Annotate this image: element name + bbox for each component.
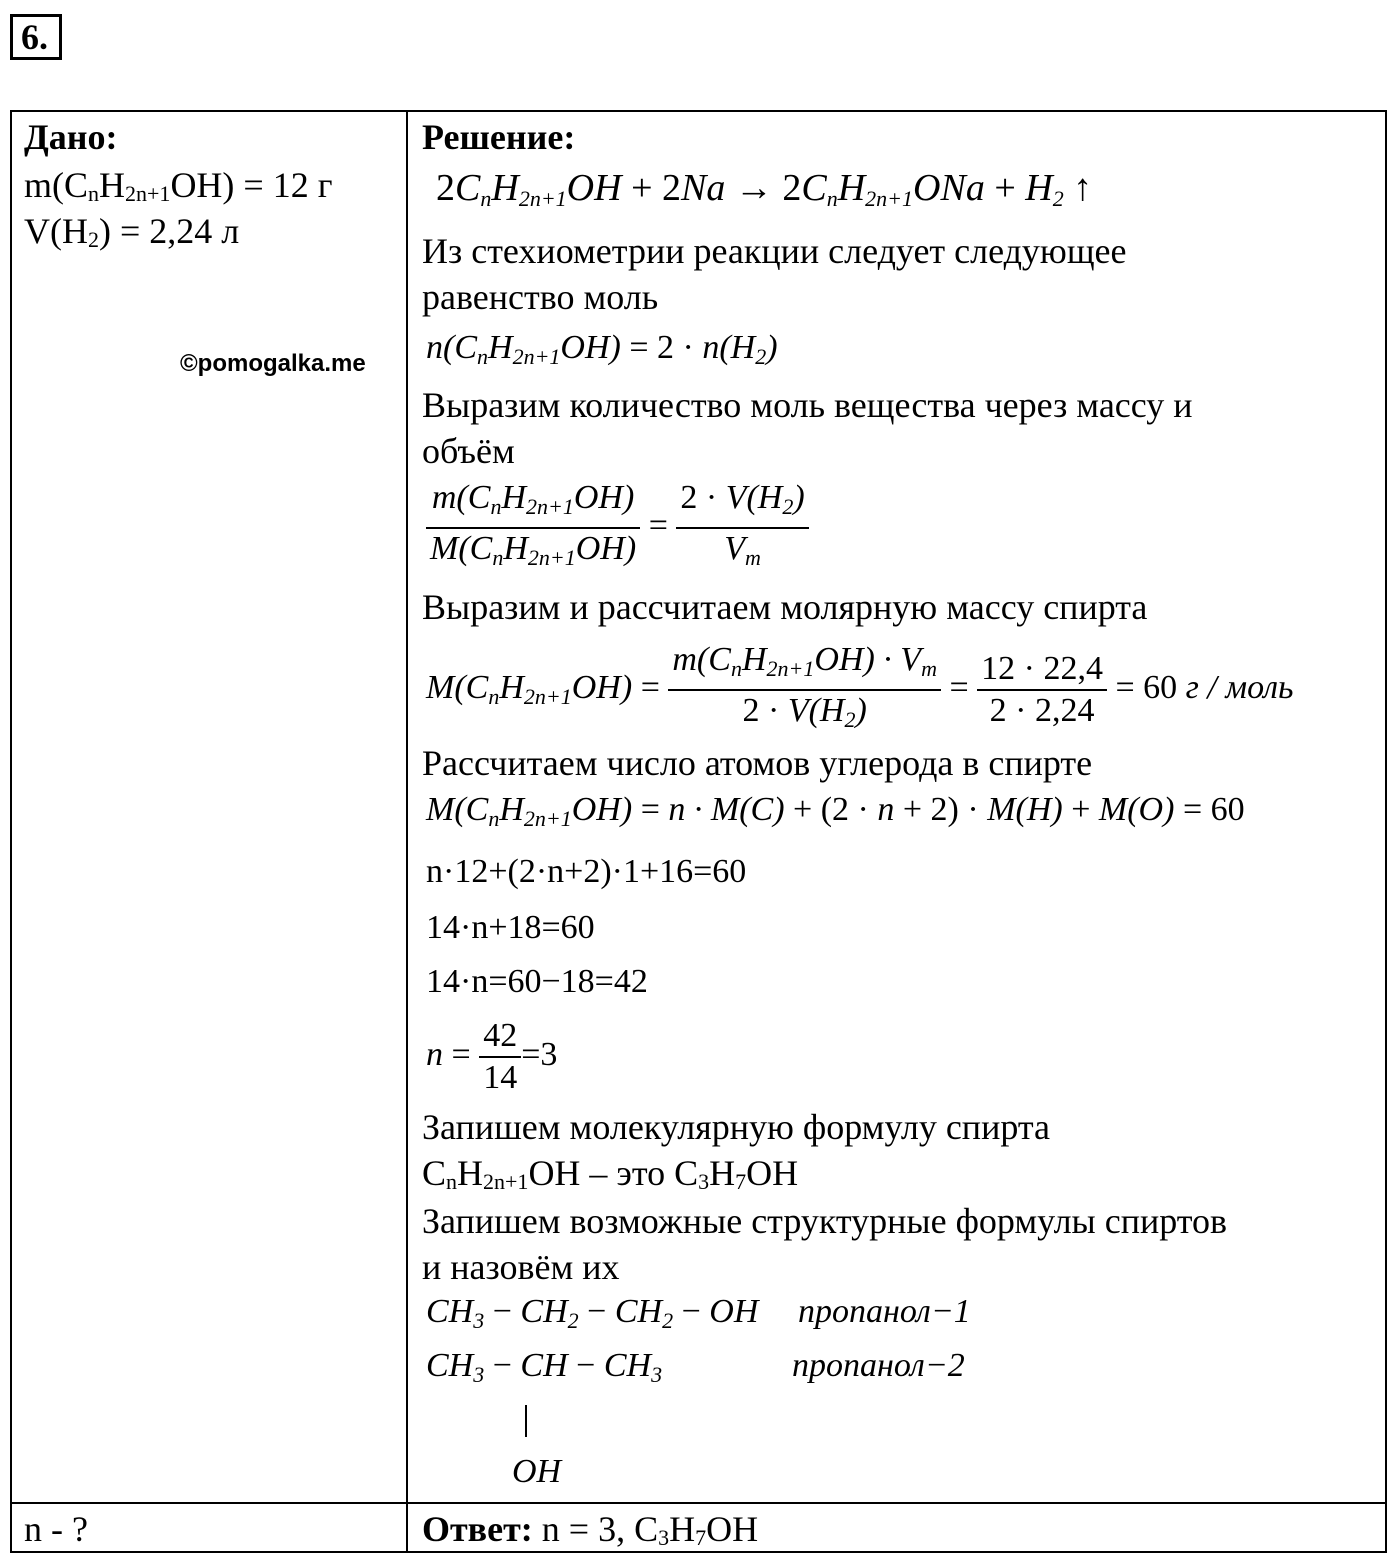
reaction-equation: $2C_nH_{2n+1}OH + 2Na \to 2C_nH_{2n+1}ONa + H_2$ ↑ bbox=[436, 167, 1093, 211]
text-structural: Запишем возможные структурные формулы спиртов bbox=[422, 1201, 1228, 1241]
calc-line-3: 14·n=60−18=42 bbox=[426, 963, 648, 1000]
isomer-2-name: пропанол−2 bbox=[792, 1347, 965, 1384]
carbon-equation: $M(C_nH_{2n+1}OH) = n \cdot M(C) + (2 \cdot n + 2) \cdot M(H) + M(O) = 60$ bbox=[426, 791, 1245, 831]
watermark: ©pomogalka.me bbox=[180, 350, 366, 377]
solution-heading: Решение: bbox=[422, 117, 576, 157]
text-carbon-count: Рассчитаем число атомов углерода в спирте bbox=[422, 743, 1093, 783]
given-heading: Дано: bbox=[24, 117, 118, 157]
given-mass: $m(C_nH_{2n+1}OH) = 12$ г bbox=[24, 165, 333, 206]
column-divider bbox=[406, 112, 408, 1551]
problem-number: 6. bbox=[10, 14, 62, 60]
calc-fraction: n = $\frac{42}{14}$ =3 bbox=[426, 1017, 558, 1096]
given-volume: $V(H_2) = 2,24$ л bbox=[24, 211, 240, 252]
molar-mass-equation: $M(C_nH_{2n+1}OH)$ = $\frac{m(C_nH_{2n+1}OH) \cdot V_m}{2 \cdot V(H_2)}$ = $\frac{12 \cdot 22,4}{2 \cdot 2,24}$ = 60 г / моль bbox=[426, 641, 1294, 732]
isomer-2-formula: $CH_3$ − CH − $CH_3$ bbox=[426, 1347, 663, 1387]
text-mole-equality: равенство моль bbox=[422, 277, 659, 317]
find-value: n - ? bbox=[24, 1509, 88, 1549]
text-stoichiometry: Из стехиометрии реакции следует следующее bbox=[422, 231, 1127, 271]
text-express-mole: Выразим количество моль вещества через массу и bbox=[422, 385, 1193, 425]
text-volume: объём bbox=[422, 431, 515, 471]
ratio-equation: $\frac{m(C_nH_{2n+1}OH)}{M(C_nH_{2n+1}OH)}$ = $\frac{2 \cdot V(H_2)}{V_m}$ bbox=[426, 478, 809, 578]
text-molar-mass: Выразим и рассчитаем молярную массу спирта bbox=[422, 587, 1148, 627]
calc-line-1: n·12+(2·n+2)·1+16=60 bbox=[426, 853, 747, 890]
calc-line-2: 14·n+18=60 bbox=[426, 909, 595, 946]
molecular-formula: $C_nH_{2n+1}OH$ – это $C_3H_7OH$ bbox=[422, 1153, 799, 1194]
answer: Ответ: n = 3, $C_3H_7OH$ bbox=[422, 1509, 759, 1550]
isomer-1-formula: $CH_3 - CH_2 - CH_2$ − OH bbox=[426, 1293, 759, 1333]
mole-equation: $n(C_nH_{2n+1}OH) = 2 \cdot n(H_2)$ bbox=[426, 329, 778, 369]
isomer-1-name: пропанол−1 bbox=[798, 1293, 971, 1330]
hydroxyl-label: OH bbox=[512, 1453, 562, 1490]
bond-line bbox=[525, 1405, 527, 1437]
text-molecular-formula: Запишем молекулярную формулу спирта bbox=[422, 1107, 1051, 1147]
text-name-them: и назовём их bbox=[422, 1247, 620, 1287]
row-divider bbox=[12, 1502, 1385, 1504]
